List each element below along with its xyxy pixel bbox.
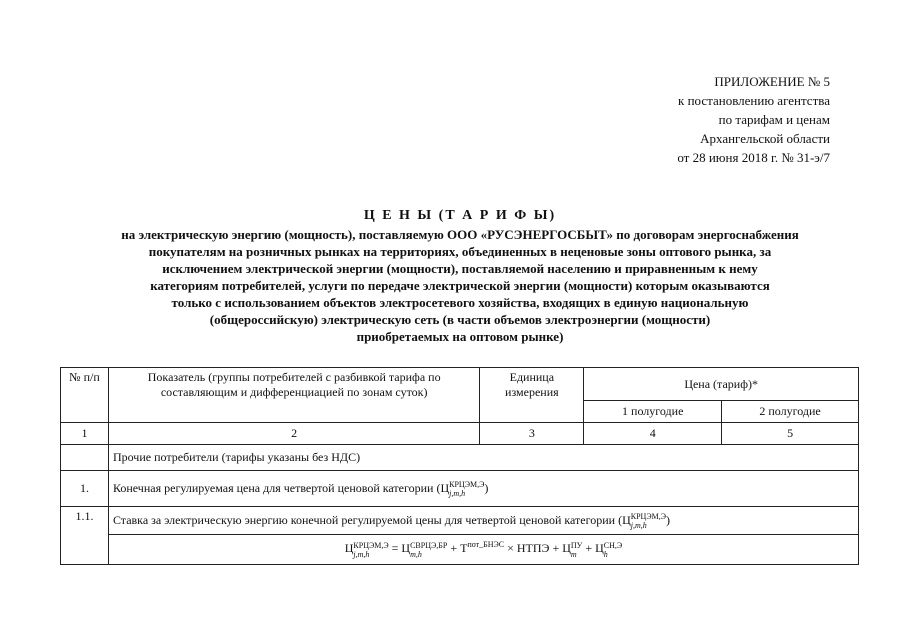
row-close: ) <box>484 480 489 495</box>
formula-indices <box>353 541 388 559</box>
header-half1: 1 полугодие <box>584 401 722 423</box>
subscript: m <box>570 549 577 559</box>
row-label: Конечная регулируемая цена для четвертой ценовой категории (Ц <box>112 480 450 495</box>
column-number: 1 <box>61 423 109 445</box>
appendix-date: от 28 июня 2018 г. № 31-э/7 <box>677 150 830 165</box>
formula-indices <box>571 541 582 559</box>
heading-line: категориям потребителей, услуги по передаче электрической энергии (мощности) которым оказываются <box>150 278 770 293</box>
heading-line: приобретаемых на оптовом рынке) <box>356 329 564 344</box>
header-price: Цена (тариф)* <box>584 368 859 401</box>
subscript: j,m,h <box>630 520 647 530</box>
row-symbol-indices <box>449 480 484 498</box>
superscript: КРЦЭМ,Э <box>449 479 485 489</box>
column-number: 4 <box>584 423 722 445</box>
superscript: ПУ <box>570 540 583 550</box>
appendix-line: к постановлению агентства <box>678 93 830 108</box>
appendix-line: Архангельской области <box>700 131 830 146</box>
subscript: h <box>603 549 608 559</box>
heading-title: Ц Е Н Ы (Т А Р И Ф Ы) <box>363 208 557 223</box>
heading-text <box>60 226 860 345</box>
superscript: пот_БНЭС <box>467 540 505 550</box>
row-text <box>108 507 858 535</box>
row-num: 1.1. <box>61 507 109 565</box>
row-text <box>108 471 858 507</box>
subscript: j,m,h <box>449 488 466 498</box>
formula-part: × НТПЭ + Ц <box>504 541 571 556</box>
heading-line: только с использованием объектов электросетевого хозяйства, входящих в единую национальную <box>171 295 749 310</box>
document-heading <box>60 208 860 345</box>
subscript: j,m,h <box>353 549 370 559</box>
row-close: ) <box>666 512 670 527</box>
header-half2: 2 полугодие <box>722 401 859 423</box>
subscript: m,h <box>410 549 422 559</box>
formula-part: = Ц <box>388 541 411 556</box>
section-label: Прочие потребители (тарифы указаны без НДС) <box>108 445 858 471</box>
column-number: 3 <box>480 423 584 445</box>
header-unit: Единица измерения <box>480 368 584 423</box>
section-num-cell <box>61 445 109 471</box>
appendix-block <box>677 72 830 167</box>
formula-part: + Ц <box>582 541 604 556</box>
formula-indices <box>604 541 622 559</box>
heading-line: (общероссийскую) электрическую сеть (в части объемов электроэнергии (мощности) <box>209 312 711 327</box>
superscript: КРЦЭМ,Э <box>630 511 666 521</box>
heading-line: исключением электрической энергии (мощности), поставляемой населению и приравненным к нему <box>162 261 758 276</box>
superscript: КРЦЭМ,Э <box>353 540 389 550</box>
superscript: СН,Э <box>603 540 623 550</box>
formula <box>108 535 858 565</box>
formula-part: Ц <box>344 541 354 556</box>
header-num: № п/п <box>61 368 109 423</box>
formula-indices <box>410 541 447 559</box>
tariff-table <box>60 367 859 565</box>
column-number: 2 <box>108 423 479 445</box>
appendix-title: ПРИЛОЖЕНИЕ № 5 <box>714 74 830 89</box>
header-indicator: Показатель (группы потребителей с разбивкой тарифа по составляющим и дифференциацией по зонам суток) <box>108 368 479 423</box>
row-num: 1. <box>61 471 109 507</box>
row-symbol-indices <box>631 512 666 530</box>
formula-part: + Т <box>447 541 468 556</box>
superscript: СВРЦЭ,БР <box>410 540 448 550</box>
row-label: Ставка за электрическую энергию конечной регулируемой цены для четвертой ценовой категории (Ц <box>112 512 631 527</box>
heading-line: на электрическую энергию (мощность), поставляемую ООО «РУСЭНЕРГОСБЫТ» по договорам энергоснабжения <box>121 227 799 242</box>
column-number: 5 <box>722 423 859 445</box>
appendix-line: по тарифам и ценам <box>718 112 830 127</box>
heading-line: покупателям на розничных рынках на территориях, объединенных в неценовые зоны оптового рынка, за <box>148 244 772 259</box>
